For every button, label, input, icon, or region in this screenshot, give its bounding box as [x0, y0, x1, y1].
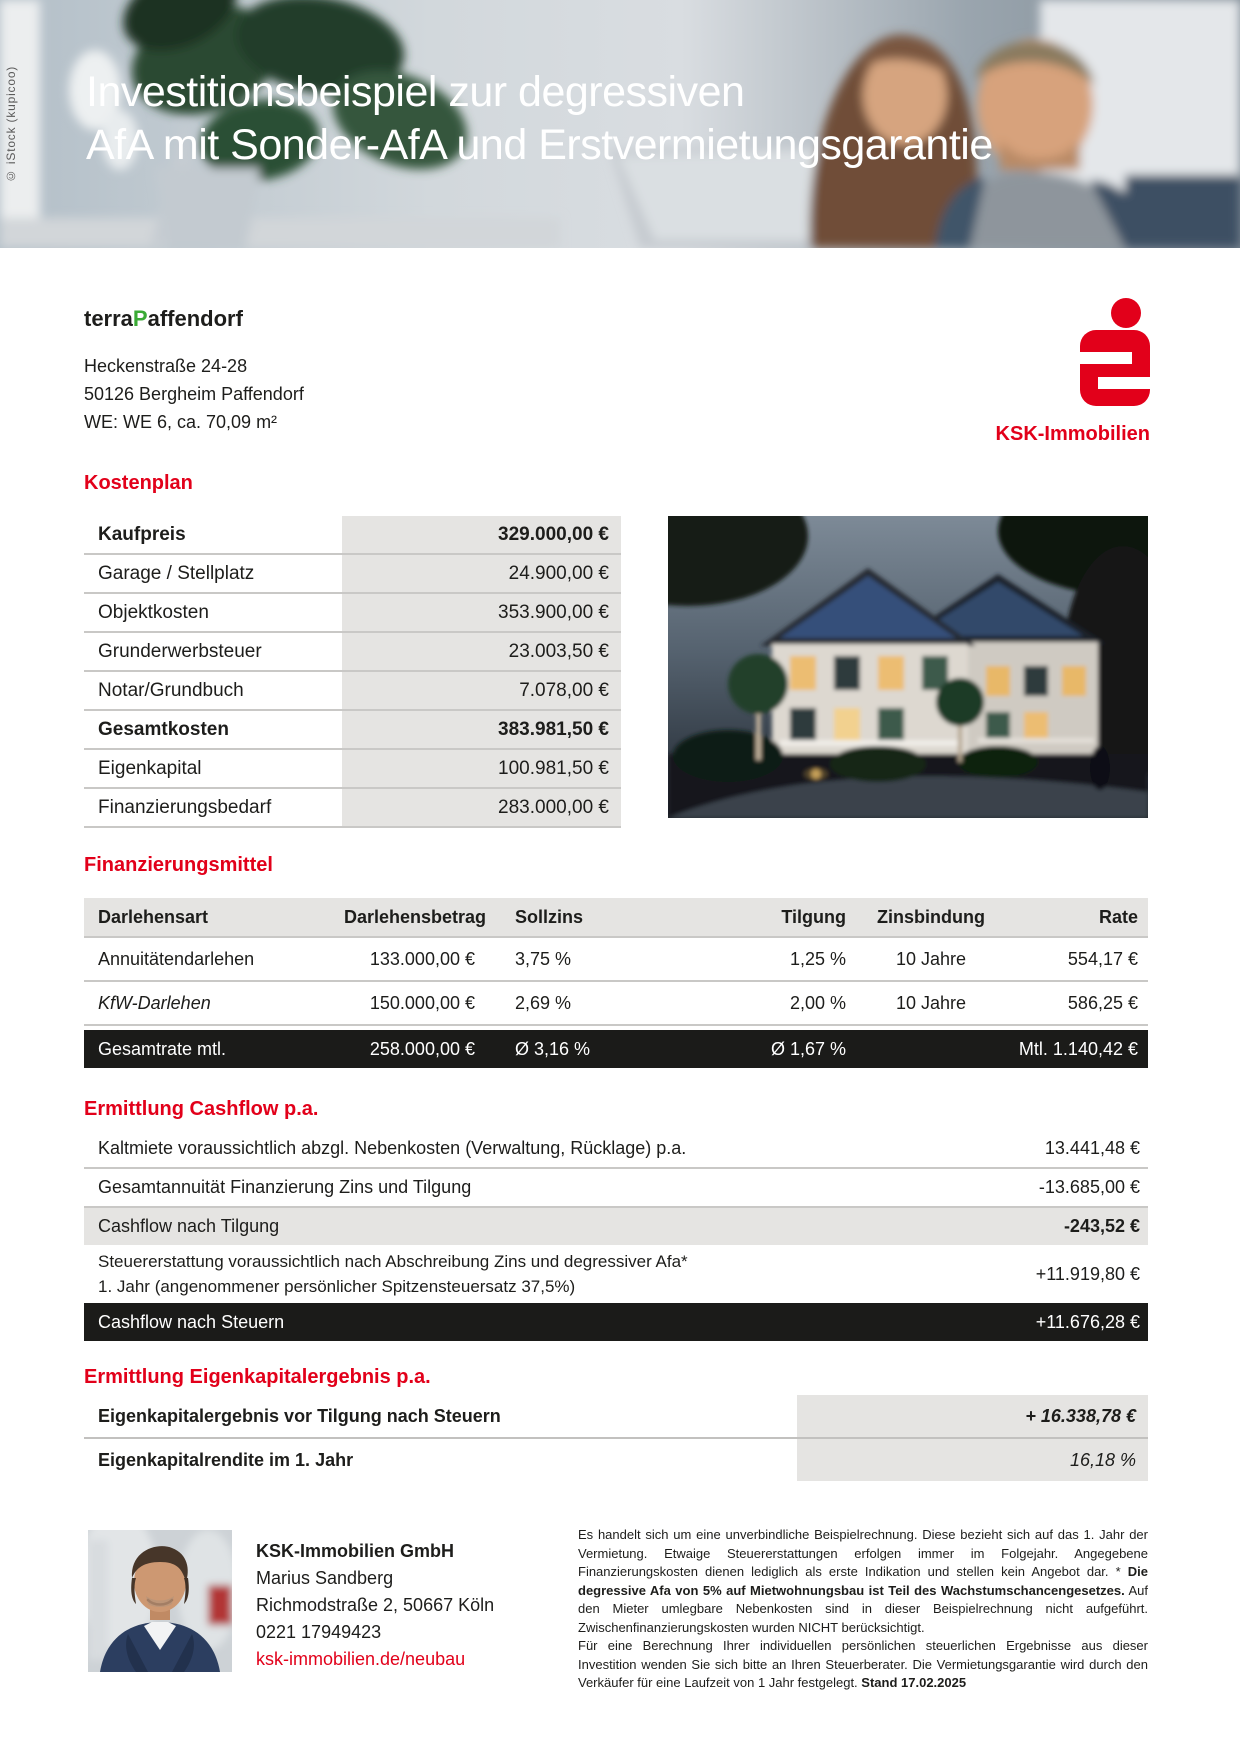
- col-header-rate: Rate: [1098, 906, 1138, 927]
- row-label: Finanzierungsbedarf: [84, 789, 342, 826]
- row-label: Gesamtkosten: [84, 711, 342, 748]
- cell-darlehensart: KfW-Darlehen: [98, 992, 211, 1013]
- brand-block: [940, 298, 1150, 446]
- disclaimer-text-part: Für eine Berechnung Ihrer individuellen persönlichen steuerlichen Ergebnisse aus dieser Investition wenden Sie sich bitte an Ihren Steuerberater. Die Vermietungsgarantie wird durch den Verkäufer für eine Laufzeit von 1 Jahr festgelegt.: [578, 1638, 1148, 1690]
- row-value: 16,18 %: [797, 1439, 1148, 1481]
- row-value: + 16.338,78 €: [797, 1395, 1148, 1437]
- row-label: Cashflow nach Steuern: [98, 1311, 285, 1332]
- row-label: Objektkosten: [84, 594, 342, 631]
- table-row: [84, 594, 621, 633]
- disclaimer-date: Stand 17.02.2025: [861, 1675, 967, 1690]
- contact-name: Marius Sandberg: [256, 1568, 394, 1588]
- row-label-line1: Steuererstattung voraussichtlich nach Abschreibung Zins und degressiver Afa*: [98, 1252, 688, 1271]
- table-header-row: [84, 898, 1148, 938]
- table-row: [84, 555, 621, 594]
- photo-credit: © iStock (kupicoo): [4, 65, 18, 183]
- property-name-highlight: P: [132, 306, 148, 331]
- disclaimer-paragraph-1: [578, 1526, 1148, 1637]
- property-name: [84, 306, 243, 332]
- property-name-suffix: affendorf: [147, 306, 243, 331]
- cell-darlehensbetrag: 133.000,00 €: [369, 948, 475, 969]
- row-value: 383.981,50 €: [342, 711, 621, 748]
- cashflow-heading: Ermittlung Cashflow p.a.: [84, 1098, 319, 1120]
- table-row: [84, 789, 621, 828]
- table-row: [84, 633, 621, 672]
- cell-sollzins: 2,69 %: [515, 992, 572, 1013]
- table-row: [84, 711, 621, 750]
- row-value: +11.676,28 €: [1035, 1311, 1140, 1332]
- cell-darlehensart: Annuitätendarlehen: [98, 948, 255, 969]
- total-sollzins: Ø 3,16 %: [515, 1038, 591, 1059]
- row-label: Cashflow nach Tilgung: [98, 1216, 280, 1236]
- table-row: [84, 672, 621, 711]
- finanzierung-table: [84, 898, 1148, 1026]
- col-header-tilgung: Tilgung: [781, 906, 846, 927]
- table-row-total: [84, 1303, 1148, 1341]
- eigenkapital-table: [84, 1395, 1148, 1481]
- cell-rate: 586,25 €: [1067, 992, 1138, 1013]
- row-value: 23.003,50 €: [342, 633, 621, 670]
- table-row: [84, 750, 621, 789]
- building-photo: [668, 516, 1148, 818]
- col-header-darlehensart: Darlehensart: [98, 906, 209, 927]
- page-title-line1: Investitionsbeispiel zur degressiven: [86, 68, 745, 116]
- kostenplan-heading: Kostenplan: [84, 472, 193, 494]
- sparkasse-logo-icon: [1080, 298, 1150, 411]
- table-row: [84, 1439, 1148, 1481]
- row-value: 24.900,00 €: [342, 555, 621, 592]
- disclaimer-paragraph-2: [578, 1637, 1148, 1693]
- page-title-line2: AfA mit Sonder-AfA und Erstvermietungsgarantie: [86, 121, 993, 169]
- cell-tilgung: 1,25 %: [789, 948, 846, 969]
- row-label: Eigenkapitalrendite im 1. Jahr: [98, 1449, 354, 1470]
- disclaimer-text-part: Es handelt sich um eine unverbindliche Beispielrechnung. Diese bezieht sich auf das 1. Jahr der Vermietung. Etwaige Steuererstattungen erfolgen immer im Folgejahr. Angegebene Finanzierungskosten dienen lediglich als erste Indikation und stellen kein Angebot dar. *: [578, 1527, 1148, 1579]
- property-name-prefix: terra: [84, 306, 133, 331]
- row-value: 283.000,00 €: [342, 789, 621, 826]
- cashflow-table: [84, 1130, 1148, 1341]
- row-value: 353.900,00 €: [342, 594, 621, 631]
- property-street: Heckenstraße 24-28: [84, 356, 248, 376]
- row-value: 7.078,00 €: [342, 672, 621, 709]
- table-row: [84, 938, 1148, 982]
- row-label: Garage / Stellplatz: [84, 555, 342, 592]
- total-tilgung: Ø 1,67 %: [770, 1038, 846, 1059]
- contact-address: Richmodstraße 2, 50667 Köln: [256, 1595, 495, 1615]
- col-header-sollzins: Sollzins: [515, 906, 584, 927]
- total-rate: Mtl. 1.140,42 €: [1018, 1038, 1138, 1059]
- table-row: [84, 1245, 1148, 1303]
- cell-darlehensbetrag: 150.000,00 €: [369, 992, 475, 1013]
- table-row-highlight: [84, 1208, 1148, 1245]
- property-address: [84, 352, 304, 436]
- contact-phone: 0221 17949423: [256, 1622, 382, 1642]
- row-label: Gesamtannuität Finanzierung Zins und Tilgung: [98, 1177, 472, 1197]
- total-betrag: 258.000,00 €: [369, 1038, 475, 1059]
- row-label: Kaltmiete voraussichtlich abzgl. Nebenkosten (Verwaltung, Rücklage) p.a.: [98, 1138, 687, 1158]
- kostenplan-table: [84, 516, 621, 828]
- row-label: Notar/Grundbuch: [84, 672, 342, 709]
- row-label: Kaufpreis: [84, 516, 342, 553]
- cell-rate: 554,17 €: [1067, 948, 1138, 969]
- table-row: [84, 982, 1148, 1026]
- table-row: [84, 1395, 1148, 1439]
- row-label: Eigenkapitalergebnis vor Tilgung nach Steuern: [98, 1405, 501, 1426]
- total-label: Gesamtrate mtl.: [98, 1038, 227, 1059]
- row-label: Eigenkapital: [84, 750, 342, 787]
- disclaimer-bold-part: Die degressive Afa von 5% auf Mietwohnungsbau ist Teil des Wachstumschancengesetzes.: [578, 1564, 1148, 1598]
- property-city: 50126 Bergheim Paffendorf: [84, 384, 304, 404]
- contact-company: KSK-Immobilien GmbH: [256, 1541, 455, 1561]
- finanzierung-heading: Finanzierungsmittel: [84, 854, 273, 876]
- contact-block: [256, 1538, 494, 1673]
- col-header-darlehensbetrag: Darlehensbetrag: [344, 906, 487, 927]
- row-value: -13.685,00 €: [1038, 1177, 1140, 1197]
- cell-sollzins: 3,75 %: [515, 948, 572, 969]
- property-unit: WE: WE 6, ca. 70,09 m²: [84, 412, 278, 432]
- contact-website-link[interactable]: ksk-immobilien.de/neubau: [256, 1649, 466, 1669]
- row-value: 329.000,00 €: [342, 516, 621, 553]
- row-label: [84, 1249, 1036, 1299]
- row-value: -243,52 €: [1063, 1216, 1140, 1236]
- table-row: [84, 1169, 1148, 1208]
- cell-tilgung: 2,00 %: [789, 992, 846, 1013]
- table-row: [84, 516, 621, 555]
- eigenkapital-heading: Ermittlung Eigenkapitalergebnis p.a.: [84, 1366, 431, 1388]
- page-title: [86, 66, 1186, 172]
- hero-photo-banner: [0, 0, 1240, 248]
- finanzierung-total-row: [84, 1030, 1148, 1068]
- contact-photo: [88, 1530, 232, 1672]
- brand-name: KSK-Immobilien: [995, 423, 1150, 445]
- row-label-line2: 1. Jahr (angenommener persönlicher Spitzensteuersatz 37,5%): [98, 1277, 576, 1296]
- cell-zinsbindung: 10 Jahre: [895, 992, 967, 1013]
- disclaimer-text-part: Auf den Mieter umlegbare Nebenkosten sind in dieser Beispielrechnung nicht aufgeführt. Zwischenfinanzierungskosten wurden NICHT berücksichtigt.: [578, 1582, 1148, 1635]
- row-value: 100.981,50 €: [342, 750, 621, 787]
- row-value: +11.919,80 €: [1035, 1263, 1140, 1284]
- row-value: 13.441,48 €: [1044, 1138, 1140, 1158]
- col-header-zinsbindung: Zinsbindung: [877, 906, 985, 927]
- table-row: [84, 1130, 1148, 1169]
- cell-zinsbindung: 10 Jahre: [895, 948, 967, 969]
- row-label: Grunderwerbsteuer: [84, 633, 342, 670]
- disclaimer-text: [578, 1526, 1148, 1693]
